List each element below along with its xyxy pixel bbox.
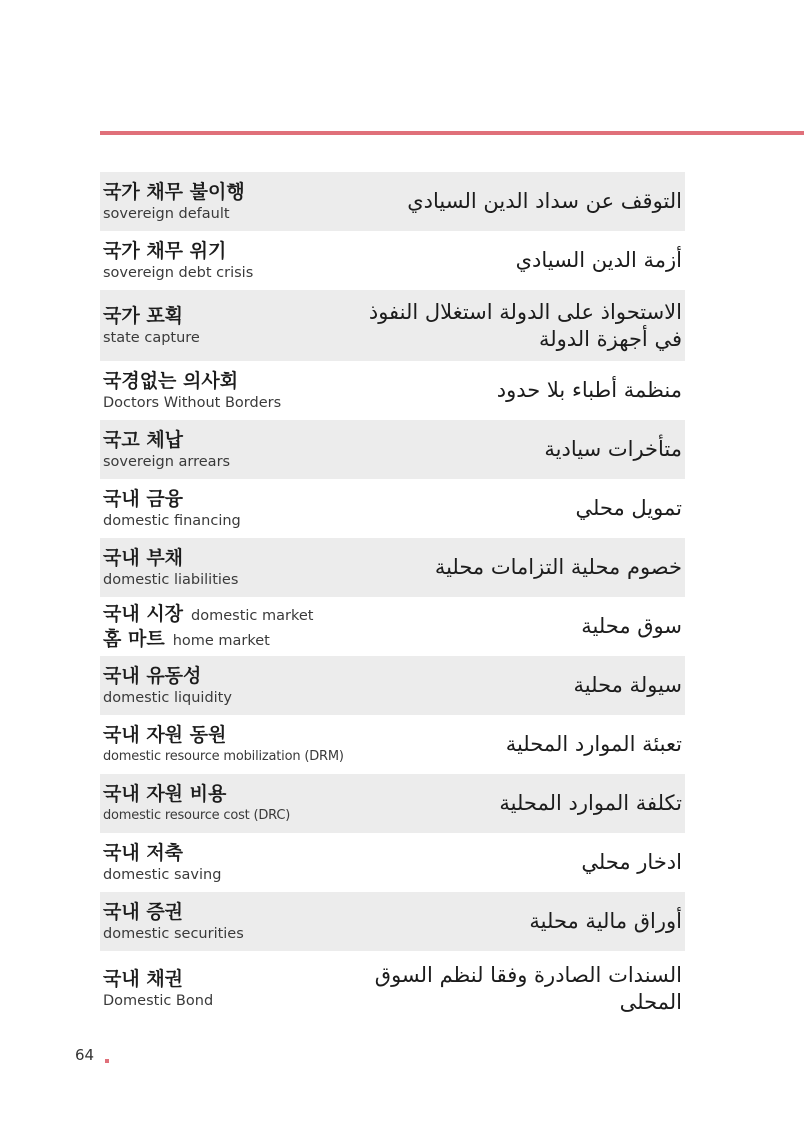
arabic-term: ادخار محلي	[581, 850, 682, 874]
term-line	[103, 602, 313, 627]
glossary-entry	[100, 833, 685, 892]
term-source	[103, 841, 221, 885]
arabic-term: سوق محلية	[581, 614, 682, 638]
korean-term-alt: 홈 마트	[103, 627, 165, 650]
english-term: domestic resource cost (DRC)	[103, 807, 291, 823]
glossary-entry	[100, 231, 685, 290]
glossary-entry	[100, 538, 685, 597]
arabic-term: تمويل محلي	[575, 496, 682, 520]
arabic-term: خصوم محلية التزامات محلية	[434, 555, 682, 579]
korean-term: 국내 자원 비용	[103, 782, 227, 805]
english-term: domestic liquidity	[103, 689, 232, 706]
korean-term: 국가 채무 위기	[103, 239, 227, 262]
english-term: domestic saving	[103, 866, 222, 883]
arabic-term: تكلفة الموارد المحلية	[499, 791, 682, 815]
header-rule	[100, 131, 804, 135]
term-source	[103, 900, 244, 944]
korean-term: 국내 자원 동원	[103, 723, 227, 746]
english-term: domestic resource mobilization (DRM)	[103, 748, 344, 764]
glossary-entry	[100, 597, 685, 656]
arabic-term: السندات الصادرة وفقا لنظم السوق المحلى	[374, 963, 682, 1014]
glossary-entry	[100, 172, 685, 231]
glossary-entry	[100, 951, 685, 1027]
english-term: domestic securities	[103, 925, 244, 942]
term-source	[103, 782, 290, 826]
korean-term: 국고 체납	[103, 428, 184, 451]
term-source	[103, 967, 213, 1011]
term-line	[103, 627, 313, 652]
glossary-entry	[100, 361, 685, 420]
korean-term: 국내 시장	[103, 602, 184, 625]
term-source	[103, 723, 344, 767]
term-source	[103, 546, 238, 590]
page-number: 64	[75, 1046, 95, 1064]
arabic-term: منظمة أطباء بلا حدود	[496, 378, 682, 402]
korean-term: 국내 채권	[103, 968, 184, 990]
arabic-term: متأخرات سيادية	[544, 437, 682, 461]
glossary-entry	[100, 420, 685, 479]
glossary-entry	[100, 656, 685, 715]
arabic-term: التوقف عن سداد الدين السيادي	[407, 189, 682, 213]
glossary-table	[100, 172, 685, 1027]
term-source	[103, 304, 200, 348]
arabic-term: سيولة محلية	[573, 673, 682, 697]
korean-term: 국내 금융	[103, 487, 184, 510]
english-term: sovereign arrears	[103, 453, 231, 470]
arabic-term: أوراق مالية محلية	[529, 909, 682, 933]
arabic-term: أزمة الدين السيادي	[515, 248, 682, 272]
glossary-entry	[100, 479, 685, 538]
glossary-entry	[100, 290, 685, 361]
arabic-term: الاستحواذ على الدولة استغلال النفوذ في أجهزة الدولة	[368, 299, 682, 351]
arabic-term: تعبئة الموارد المحلية	[505, 732, 682, 756]
korean-term: 국경없는 의사회	[103, 369, 239, 392]
korean-term: 국내 증권	[103, 900, 184, 923]
korean-term: 국내 유동성	[103, 664, 202, 687]
term-source	[103, 239, 253, 283]
term-source	[103, 664, 232, 708]
korean-term: 국가 포획	[103, 304, 184, 327]
term-source	[103, 369, 281, 413]
english-term: domestic market	[191, 607, 314, 624]
glossary-entry	[100, 774, 685, 833]
english-term: sovereign default	[103, 205, 230, 222]
term-source	[103, 487, 241, 531]
glossary-entry	[100, 715, 685, 774]
korean-term: 국내 부채	[103, 546, 184, 569]
glossary-entry	[100, 892, 685, 951]
term-source	[103, 602, 313, 652]
english-term: state capture	[103, 329, 200, 346]
english-term: domestic financing	[103, 512, 241, 529]
page-number-dot	[105, 1059, 109, 1063]
english-term: Doctors Without Borders	[103, 394, 282, 411]
term-source	[103, 428, 230, 472]
korean-term: 국내 저축	[103, 841, 184, 864]
english-term: domestic liabilities	[103, 571, 239, 588]
korean-term: 국가 채무 불이행	[103, 180, 245, 203]
term-source	[103, 180, 245, 224]
english-term: sovereign debt crisis	[103, 264, 254, 281]
english-term: Domestic Bond	[103, 993, 214, 1009]
english-term-alt: home market	[172, 632, 270, 649]
